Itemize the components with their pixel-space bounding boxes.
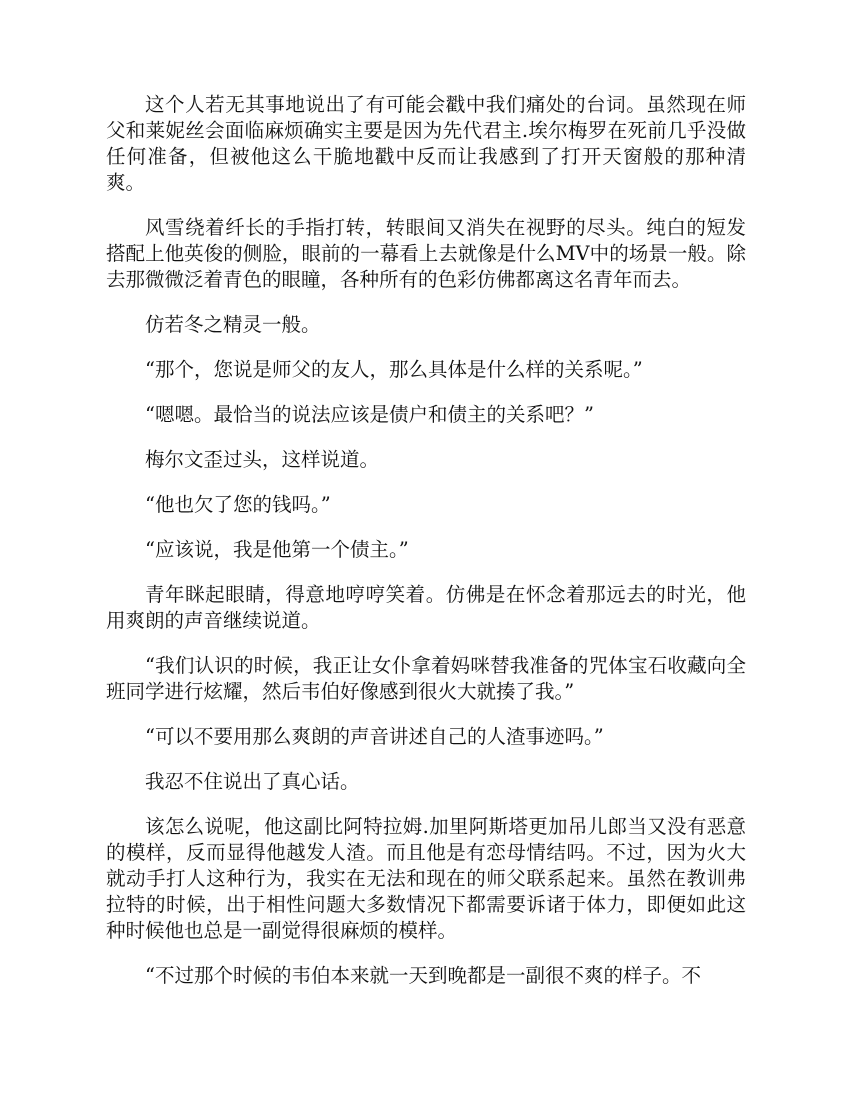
paragraph-3: 仿若冬之精灵一般。	[145, 313, 321, 336]
paragraph-10: “我们认识的时候，我正让女仆拿着妈咪替我准备的咒体宝石收藏向全班同学进行炫耀，然后韦伯好像感到很火大就揍了我。”	[106, 654, 746, 703]
paragraph-13: 该怎么说呢，他这副比阿特拉姆.加里阿斯塔更加吊儿郎当又没有恶意的模样，反而显得他越发人渣。而且他是有恋母情结吗。不过，因为火大就动手打人这种行为，我实在无法和现在的师父联系起来。虽然在教训弗拉特的时候，出于相性问题大多数情况下都需要诉诸于体力，即便如此这种时候他也总是一副觉得很麻烦的模样。	[106, 815, 746, 942]
paragraph-5: “嗯嗯。最恰当的说法应该是债户和债主的关系吧？”	[145, 403, 594, 426]
paragraph-14: “不过那个时候的韦伯本来就一天到晚都是一副很不爽的样子。不	[145, 964, 701, 987]
paragraph-1: 这个人若无其事地说出了有可能会戳中我们痛处的台词。虽然现在师父和莱妮丝会面临麻烦确实主要是因为先代君主.埃尔梅罗在死前几乎没做任何准备，但被他这么干脆地戳中反而让我感到了打开天窗般的那种清爽。	[106, 93, 746, 194]
paragraph-6: 梅尔文歪过头，这样说道。	[145, 448, 380, 471]
document-page	[106, 92, 746, 1008]
paragraph-12: 我忍不住说出了真心话。	[145, 770, 360, 793]
paragraph-7: “他也欠了您的钱吗。”	[145, 493, 331, 516]
paragraph-2: 风雪绕着纤长的手指打转，转眼间又消失在视野的尽头。纯白的短发搭配上他英俊的侧脸，眼前的一幕看上去就像是什么MV中的场景一般。除去那微微泛着青色的眼瞳，各种所有的色彩仿佛都离这名青年而去。	[106, 216, 746, 291]
paragraph-8: “应该说，我是他第一个债主。”	[145, 538, 409, 561]
paragraph-4: “那个，您说是师父的友人，那么具体是什么样的关系呢。”	[145, 358, 643, 381]
paragraph-9: 青年眯起眼睛，得意地哼哼笑着。仿佛是在怀念着那远去的时光，他用爽朗的声音继续说道。	[106, 583, 746, 632]
paragraph-11: “可以不要用那么爽朗的声音讲述自己的人渣事迹吗。”	[145, 725, 604, 748]
